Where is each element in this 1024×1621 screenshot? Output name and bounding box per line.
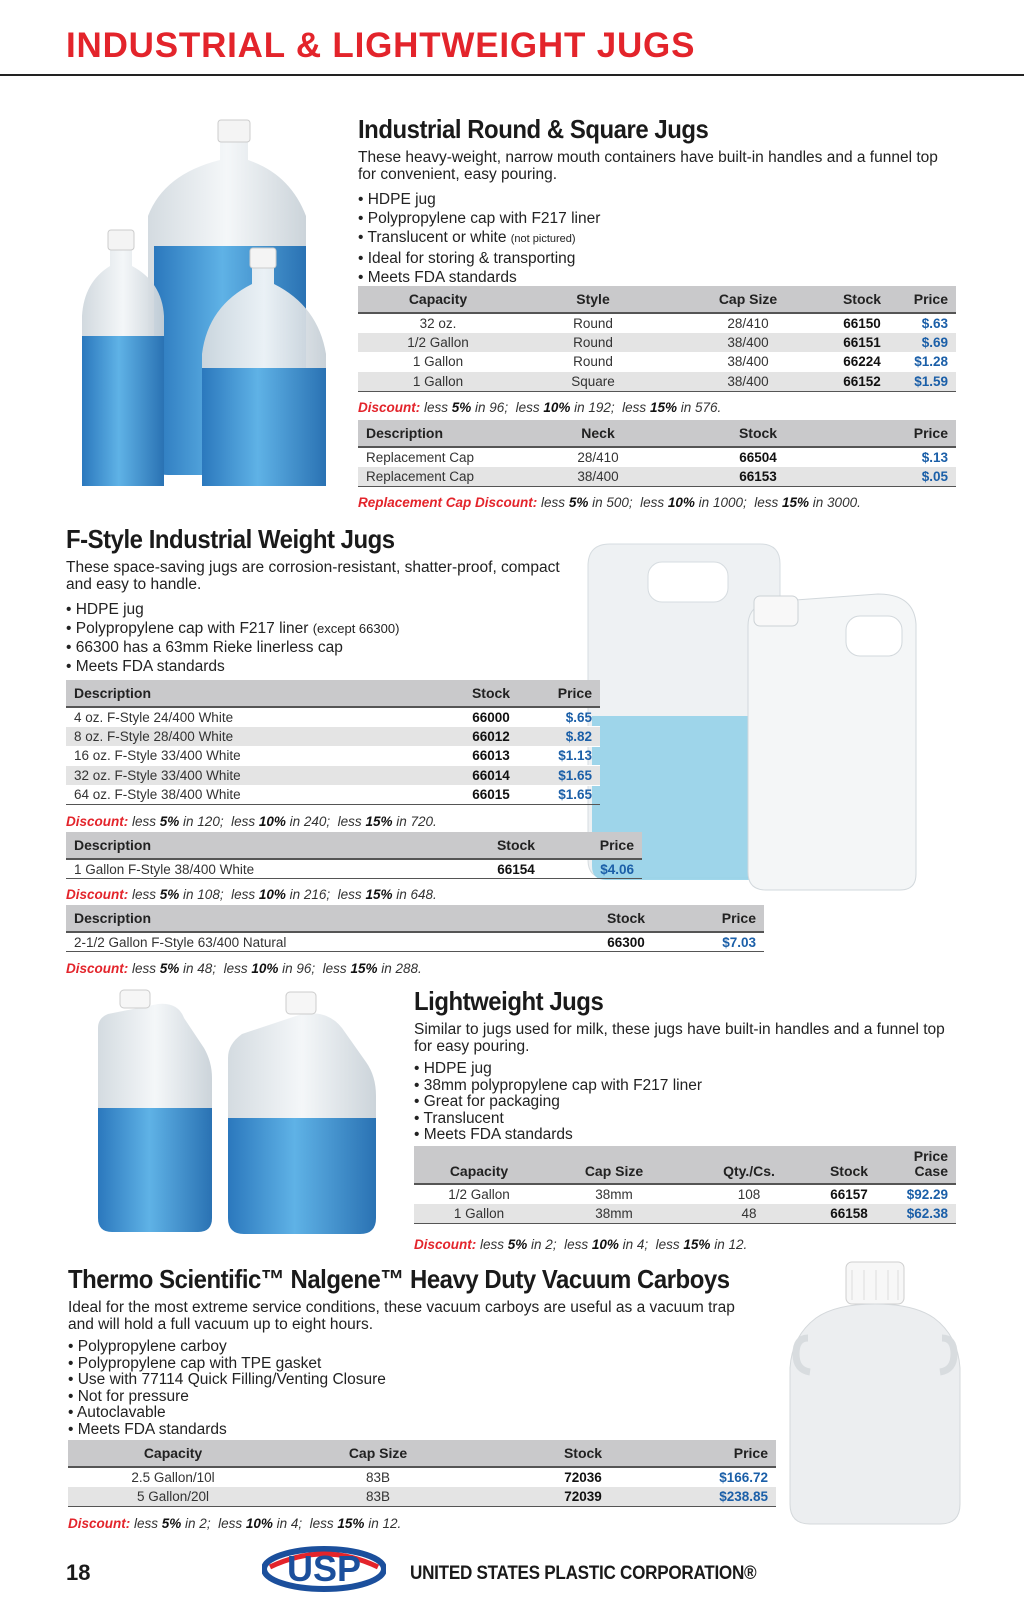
col-cap-size: Cap Size	[668, 286, 828, 313]
table-row	[358, 372, 956, 392]
discount-qty: 288	[395, 961, 419, 976]
discount-pct: 5%	[159, 961, 180, 976]
discount-pct: 15%	[337, 1516, 365, 1531]
f-style-jugs-title: F-Style Industrial Weight Jugs	[66, 524, 395, 554]
col-price: Price	[556, 832, 642, 859]
cell-stock: 66158	[814, 1204, 884, 1224]
discount-pct: 10%	[258, 887, 286, 902]
discount-qty: 192	[588, 400, 611, 415]
cell-capacity: 1/2 Gallon	[358, 333, 518, 353]
bullet-item: • HDPE jug	[66, 600, 626, 619]
cell-price: $62.38	[884, 1204, 956, 1224]
cell-stock: 66000	[456, 707, 526, 727]
table-row	[358, 333, 956, 353]
discount-pct: 5%	[568, 495, 589, 510]
cell-stock: 66015	[456, 785, 526, 805]
discount-pct: 15%	[350, 961, 378, 976]
f-style-natural-discount: Discount: less 5% in 48; less 10% in 96; less 15% in 288.	[66, 961, 422, 976]
table-row	[68, 1467, 776, 1487]
carboys-description: Ideal for the most extreme service conditions, these vacuum carboys are useful as a vacuum trap and will hold a full vacuum up to eight hours.	[68, 1299, 735, 1333]
table-header-row	[414, 1146, 956, 1184]
bullet-item: • Polypropylene cap with TPE gasket	[68, 1356, 788, 1373]
bullet-item: • Ideal for storing & transporting	[358, 249, 958, 268]
col-price: Price	[896, 286, 956, 313]
lightweight-discount: Discount: less 5% in 2; less 10% in 4; less 15% in 12.	[414, 1237, 748, 1252]
discount-pct: 15%	[782, 495, 810, 510]
f-style-jugs-section	[66, 524, 626, 676]
cell-stock: 66150	[828, 313, 896, 333]
cell-cap-size: 83B	[278, 1487, 478, 1507]
table-row	[66, 932, 764, 952]
bullet-item	[358, 228, 958, 249]
discount-label: Discount:	[68, 1516, 131, 1531]
col-stock: Stock	[828, 286, 896, 313]
bullet-item: • Meets FDA standards	[414, 1127, 974, 1144]
company-name: UNITED STATES PLASTIC CORPORATION®	[410, 1563, 757, 1584]
cell-description: Replacement Cap	[358, 447, 548, 467]
cell-stock: 66014	[456, 766, 526, 786]
discount-pct: 10%	[258, 814, 286, 829]
cell-price: $1.28	[896, 352, 956, 372]
cell-description: 4 oz. F-Style 24/400 White	[66, 707, 456, 727]
cell-cap-size: 83B	[278, 1467, 478, 1487]
cell-capacity: 5 Gallon/20l	[68, 1487, 278, 1507]
col-price: Price	[868, 420, 956, 447]
discount-qty: 48	[197, 961, 213, 976]
discount-pct: 5%	[159, 887, 180, 902]
f-style-jugs-description: These space-saving jugs are corrosion-resistant, shatter-proof, compact and easy to handle.	[66, 559, 560, 593]
bullet-text: Polypropylene cap with F217 liner	[75, 620, 309, 637]
cell-stock: 66012	[456, 727, 526, 747]
discount-pct: 15%	[365, 887, 393, 902]
table-row	[66, 766, 600, 786]
discount-qty: 2	[545, 1237, 553, 1252]
cell-cap-size: 38mm	[544, 1204, 684, 1224]
discount-pct: 5%	[451, 400, 472, 415]
col-description: Description	[66, 905, 586, 932]
discount-qty: 216	[303, 887, 327, 902]
cell-price: $238.85	[688, 1487, 776, 1507]
discount-pct: 15%	[365, 814, 393, 829]
cell-style: Round	[518, 352, 668, 372]
bullet-item: • HDPE jug	[414, 1061, 974, 1078]
carboys-section	[68, 1264, 788, 1439]
cell-capacity: 1 Gallon	[358, 372, 518, 392]
col-price: Price	[526, 680, 600, 707]
logo-text: USP	[286, 1548, 362, 1589]
table-header-row	[68, 1440, 776, 1467]
table-row	[358, 467, 956, 487]
col-price: Price	[666, 905, 764, 932]
page-number: 18	[66, 1560, 91, 1585]
table-row	[68, 1487, 776, 1507]
discount-pct: 10%	[543, 400, 571, 415]
bullet-item: • Autoclavable	[68, 1405, 788, 1422]
discount-qty: 96	[489, 400, 505, 415]
page-header	[0, 0, 1024, 76]
cell-price: $7.03	[666, 932, 764, 952]
cell-cap-size: 38mm	[544, 1184, 684, 1204]
discount-pct: 5%	[161, 1516, 182, 1531]
cell-cap-size: 38/400	[668, 333, 828, 353]
usp-logo	[262, 1541, 386, 1597]
table-row	[66, 727, 600, 747]
cell-price: $.82	[526, 727, 600, 747]
f-style-natural-table	[66, 905, 764, 952]
replacement-cap-table	[358, 420, 956, 487]
col-price-case: Price Case	[884, 1146, 956, 1184]
cell-neck: 28/410	[548, 447, 648, 467]
lightweight-jugs-description: Similar to jugs used for milk, these jugs have built-in handles and a funnel top for easy pouring.	[414, 1021, 945, 1055]
bullet-note: (except 66300)	[312, 621, 400, 636]
round-jugs-photo	[60, 118, 350, 486]
col-stock: Stock	[814, 1146, 884, 1184]
industrial-jugs-table	[358, 286, 956, 392]
cell-price: $1.13	[526, 746, 600, 766]
col-style: Style	[518, 286, 668, 313]
cell-description: 8 oz. F-Style 28/400 White	[66, 727, 456, 747]
cell-capacity: 32 oz.	[358, 313, 518, 333]
bullet-item: • Translucent	[414, 1111, 974, 1128]
replacement-cap-discount: Replacement Cap Discount: less 5% in 500; less 10% in 1000; less 15% in 3000.	[358, 495, 861, 510]
discount-qty: 4	[636, 1237, 645, 1252]
cell-neck: 38/400	[548, 467, 648, 487]
cell-capacity: 2.5 Gallon/10l	[68, 1467, 278, 1487]
cell-price: $1.59	[896, 372, 956, 392]
col-stock: Stock	[648, 420, 868, 447]
cell-qty-case: 108	[684, 1184, 814, 1204]
table-row	[66, 707, 600, 727]
cell-description: 2-1/2 Gallon F-Style 63/400 Natural	[66, 932, 586, 952]
cell-price: $.65	[526, 707, 600, 727]
table-header-row	[358, 420, 956, 447]
cell-stock: 66153	[648, 467, 868, 487]
cell-style: Round	[518, 333, 668, 353]
discount-pct: 15%	[683, 1237, 711, 1252]
industrial-jugs-description: These heavy-weight, narrow mouth containers have built-in handles and a funnel top for convenient, easy pouring.	[358, 149, 938, 183]
header-rule	[0, 74, 1024, 76]
col-description: Description	[66, 832, 476, 859]
discount-pct: 10%	[591, 1237, 619, 1252]
bullet-item: • 66300 has a 63mm Rieke linerless cap	[66, 638, 626, 657]
col-stock: Stock	[476, 832, 556, 859]
table-row	[358, 352, 956, 372]
discount-qty: 500	[606, 495, 629, 510]
table-header-row	[66, 832, 642, 859]
bullet-note: (not pictured)	[510, 233, 576, 245]
discount-qty: 1000	[712, 495, 743, 510]
f-style-small-discount: Discount: less 5% in 120; less 10% in 240; less 15% in 720.	[66, 814, 437, 829]
col-description: Description	[66, 680, 456, 707]
discount-pct: 5%	[507, 1237, 528, 1252]
cell-stock: 72039	[478, 1487, 688, 1507]
cell-qty-case: 48	[684, 1204, 814, 1224]
bullet-item: • Great for packaging	[414, 1094, 974, 1111]
table-row	[66, 746, 600, 766]
cell-stock: 66154	[476, 859, 556, 879]
industrial-jugs-section	[358, 114, 958, 287]
bullet-item	[66, 619, 626, 638]
col-cap-size: Cap Size	[278, 1440, 478, 1467]
table-row	[358, 447, 956, 467]
cell-stock: 66151	[828, 333, 896, 353]
discount-label: Discount:	[66, 961, 129, 976]
discount-qty: 96	[296, 961, 312, 976]
cell-stock: 66157	[814, 1184, 884, 1204]
discount-qty: 12	[728, 1237, 744, 1252]
cell-style: Round	[518, 313, 668, 333]
col-capacity: Capacity	[358, 286, 518, 313]
cell-description: 32 oz. F-Style 33/400 White	[66, 766, 456, 786]
bullet-item: • Not for pressure	[68, 1389, 788, 1406]
cell-price: $.69	[896, 333, 956, 353]
discount-label: Discount:	[414, 1237, 477, 1252]
discount-qty: 2	[199, 1516, 207, 1531]
table-header-row	[66, 905, 764, 932]
industrial-jugs-bullets	[358, 190, 958, 287]
discount-pct: 10%	[245, 1516, 273, 1531]
table-row	[66, 859, 642, 879]
discount-qty: 108	[197, 887, 220, 902]
discount-pct: 10%	[251, 961, 279, 976]
f-style-gallon-table	[66, 832, 642, 879]
table-row	[414, 1184, 956, 1204]
carboys-table	[68, 1440, 776, 1507]
col-capacity: Capacity	[414, 1146, 544, 1184]
carboys-bullets	[68, 1339, 788, 1439]
f-style-jugs-bullets	[66, 600, 626, 676]
cell-price: $1.65	[526, 766, 600, 786]
discount-qty: 720	[410, 814, 434, 829]
f-style-gallon-discount: Discount: less 5% in 108; less 10% in 216; less 15% in 648.	[66, 887, 437, 902]
cell-price: $166.72	[688, 1467, 776, 1487]
table-row	[66, 785, 600, 805]
cell-description: Replacement Cap	[358, 467, 548, 487]
f-style-small-table	[66, 680, 600, 805]
table-header-row	[358, 286, 956, 313]
discount-label: Discount:	[66, 887, 129, 902]
cell-price: $1.65	[526, 785, 600, 805]
lightweight-jugs-photo	[78, 988, 398, 1238]
discount-qty: 120	[197, 814, 220, 829]
cell-price: $.13	[868, 447, 956, 467]
discount-pct: 5%	[159, 814, 180, 829]
col-qty-case: Qty./Cs.	[684, 1146, 814, 1184]
discount-qty: 648	[410, 887, 434, 902]
bullet-item: • Use with 77114 Quick Filling/Venting Closure	[68, 1372, 788, 1389]
cell-capacity: 1/2 Gallon	[414, 1184, 544, 1204]
cell-description: 16 oz. F-Style 33/400 White	[66, 746, 456, 766]
discount-qty: 576	[694, 400, 718, 415]
carboys-discount: Discount: less 5% in 2; less 10% in 4; less 15% in 12.	[68, 1516, 402, 1531]
cell-capacity: 1 Gallon	[414, 1204, 544, 1224]
industrial-discount: Discount: less 5% in 96; less 10% in 192; less 15% in 576.	[358, 400, 722, 415]
cell-stock: 66224	[828, 352, 896, 372]
cell-price: $4.06	[556, 859, 642, 879]
lightweight-jugs-title: Lightweight Jugs	[414, 986, 604, 1016]
discount-label: Replacement Cap Discount:	[358, 495, 538, 510]
bullet-item: • Polypropylene carboy	[68, 1339, 788, 1356]
cell-stock: 72036	[478, 1467, 688, 1487]
bullet-item: • Meets FDA standards	[68, 1422, 788, 1439]
cell-price: $.05	[868, 467, 956, 487]
bullet-text: Translucent or white	[367, 229, 507, 246]
cell-cap-size: 28/410	[668, 313, 828, 333]
bullet-item: • Polypropylene cap with F217 liner	[358, 209, 958, 228]
col-price: Price	[688, 1440, 776, 1467]
lightweight-jugs-table	[414, 1146, 956, 1224]
industrial-jugs-title: Industrial Round & Square Jugs	[358, 114, 709, 144]
col-capacity: Capacity	[68, 1440, 278, 1467]
cell-stock: 66504	[648, 447, 868, 467]
carboy-photo	[786, 1258, 964, 1528]
cell-description: 1 Gallon F-Style 38/400 White	[66, 859, 476, 879]
col-stock: Stock	[586, 905, 666, 932]
discount-qty: 3000	[827, 495, 858, 510]
cell-price: $92.29	[884, 1184, 956, 1204]
cell-cap-size: 38/400	[668, 352, 828, 372]
discount-label: Discount:	[358, 400, 421, 415]
page-title: INDUSTRIAL & LIGHTWEIGHT JUGS	[66, 26, 696, 65]
cell-price: $.63	[896, 313, 956, 333]
table-header-row	[66, 680, 600, 707]
table-row	[358, 313, 956, 333]
cell-stock: 66300	[586, 932, 666, 952]
discount-qty: 240	[303, 814, 327, 829]
col-stock: Stock	[478, 1440, 688, 1467]
discount-label: Discount:	[66, 814, 129, 829]
lightweight-jugs-bullets	[414, 1061, 974, 1144]
col-neck: Neck	[548, 420, 648, 447]
discount-pct: 10%	[667, 495, 695, 510]
cell-stock: 66152	[828, 372, 896, 392]
bullet-item: • Meets FDA standards	[358, 268, 958, 287]
cell-description: 64 oz. F-Style 38/400 White	[66, 785, 456, 805]
discount-qty: 12	[382, 1516, 398, 1531]
cell-cap-size: 38/400	[668, 372, 828, 392]
cell-stock: 66013	[456, 746, 526, 766]
bullet-item: • 38mm polypropylene cap with F217 liner	[414, 1078, 974, 1095]
carboys-title: Thermo Scientific™ Nalgene™ Heavy Duty Vacuum Carboys	[68, 1264, 730, 1294]
cell-style: Square	[518, 372, 668, 392]
table-row	[414, 1204, 956, 1224]
cell-capacity: 1 Gallon	[358, 352, 518, 372]
bullet-item: • HDPE jug	[358, 190, 958, 209]
discount-qty: 4	[290, 1516, 299, 1531]
lightweight-jugs-section	[414, 986, 974, 1144]
discount-pct: 15%	[649, 400, 677, 415]
col-description: Description	[358, 420, 548, 447]
col-stock: Stock	[456, 680, 526, 707]
col-cap-size: Cap Size	[544, 1146, 684, 1184]
bullet-item: • Meets FDA standards	[66, 657, 626, 676]
